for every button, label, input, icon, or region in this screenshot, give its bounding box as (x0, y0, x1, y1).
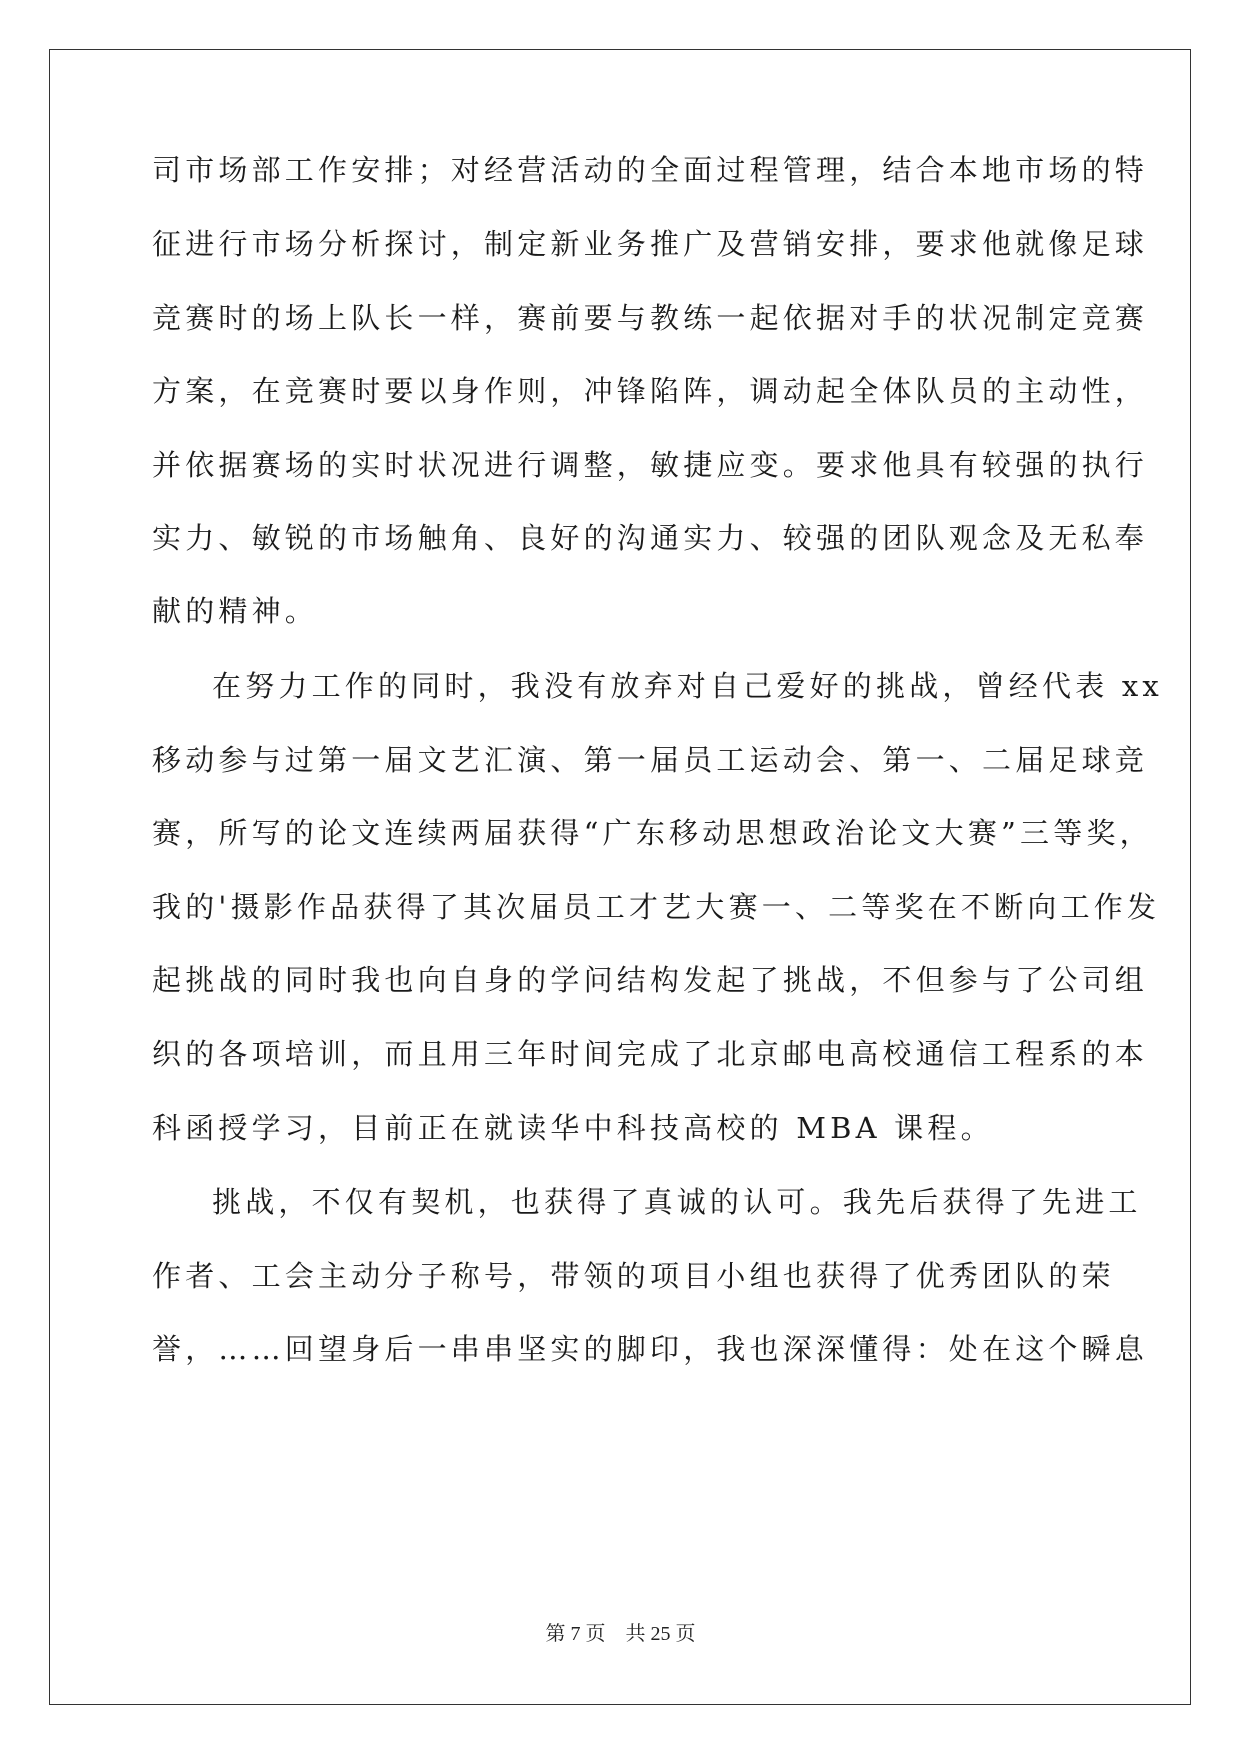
text-line: 赛，所写的论文连续两届获得“广东移动思想政治论文大赛”三等奖， (152, 816, 1153, 850)
text-line: 实力、敏锐的市场触角、良好的沟通实力、较强的团队观念及无私奉 (152, 521, 1149, 555)
text-line: 科函授学习，目前正在就读华中科技高校的 MBA 课程。 (152, 1111, 994, 1145)
text-line: 作者、工会主动分子称号，带领的项目小组也获得了优秀团队的荣 (152, 1259, 1115, 1293)
text-line: 誉，……回望身后一串串坚实的脚印，我也深深懂得：处在这个瞬息 (152, 1332, 1149, 1366)
text-line: 献的精神。 (152, 594, 319, 628)
page-border (49, 49, 1191, 1705)
text-line: 并依据赛场的实时状况进行调整，敏捷应变。要求他具有较强的执行 (152, 448, 1149, 482)
text-line: 我的'摄影作品获得了其次届员工才艺大赛一、二等奖在不断向工作发 (152, 890, 1161, 924)
text-line: 起挑战的同时我也向自身的学问结构发起了挑战，不但参与了公司组 (152, 963, 1149, 997)
text-line: 方案，在竞赛时要以身作则，冲锋陷阵，调动起全体队员的主动性， (152, 374, 1149, 408)
text-line: 织的各项培训，而且用三年时间完成了北京邮电高校通信工程系的本 (152, 1037, 1149, 1071)
text-line-indented: 在努力工作的同时，我没有放弃对自己爱好的挑战，曾经代表 xx (212, 669, 1163, 703)
text-line: 司市场部工作安排；对经营活动的全面过程管理，结合本地市场的特 (152, 153, 1149, 187)
page-number-footer: 第 7 页 共 25 页 (545, 1623, 696, 1645)
text-line: 移动参与过第一届文艺汇演、第一届员工运动会、第一、二届足球竞 (152, 743, 1149, 777)
text-line: 征进行市场分析探讨，制定新业务推广及营销安排，要求他就像足球 (152, 227, 1149, 261)
text-line: 竞赛时的场上队长一样，赛前要与教练一起依据对手的状况制定竞赛 (152, 301, 1149, 335)
text-line-indented: 挑战，不仅有契机，也获得了真诚的认可。我先后获得了先进工 (212, 1185, 1142, 1219)
